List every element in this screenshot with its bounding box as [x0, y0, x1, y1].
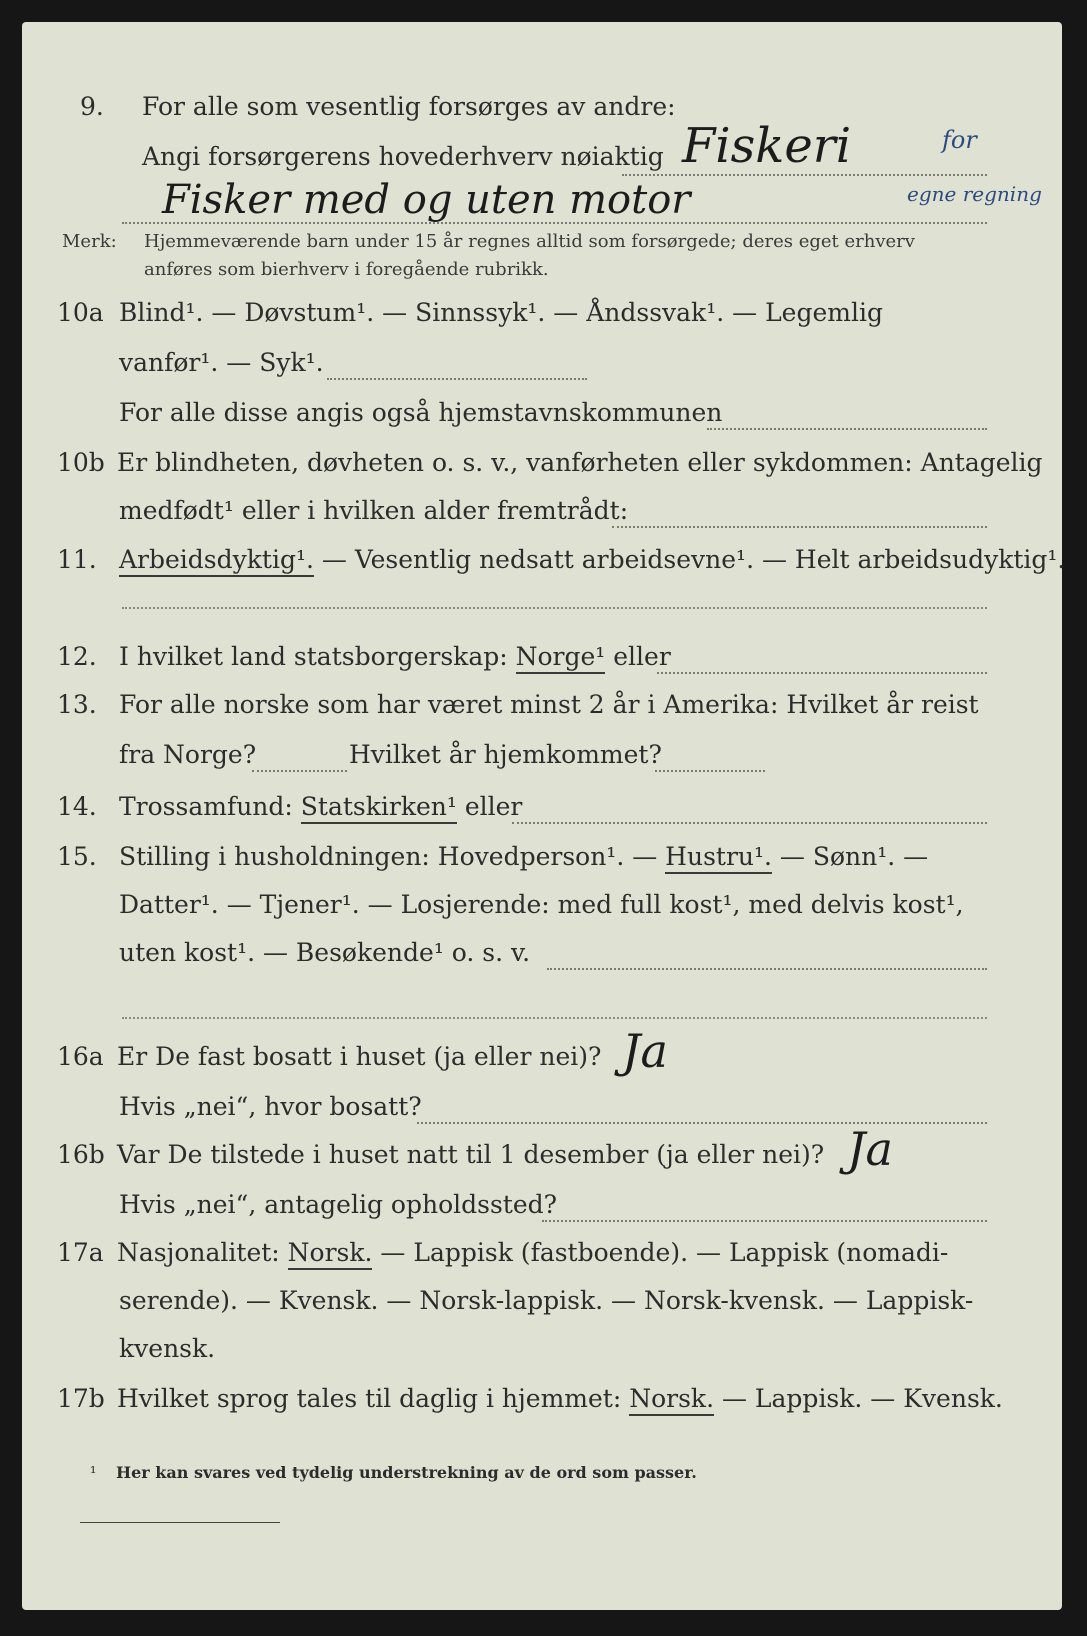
q11-number: 11.	[57, 545, 97, 574]
q16b-text1: Var De tilstede i huset natt til 1 desember (ja eller nei)?	[117, 1140, 825, 1169]
q16a-number: 16a	[57, 1042, 104, 1071]
q15-text1a: Stilling i husholdningen: Hovedperson¹. —	[119, 842, 666, 871]
q14-number: 14.	[57, 792, 97, 821]
q14-answer-line	[512, 822, 987, 824]
q15-text3: uten kost¹. — Besøkende¹ o. s. v.	[119, 938, 531, 967]
q10b-answer-line	[612, 526, 987, 528]
merk-text2: anføres som bierhverv i foregående rubrikk.	[144, 259, 549, 280]
q9-handwritten-side2: egne regning	[907, 182, 1042, 206]
q14-underlined-option: Statskirken¹	[301, 792, 457, 824]
q10a-syk-line	[327, 378, 587, 380]
q16b-answer-line	[542, 1220, 987, 1222]
q17b-text-post: — Lappisk. — Kvensk.	[714, 1384, 1003, 1413]
q12-underlined-option: Norge¹	[516, 642, 606, 674]
q13-text2a: fra Norge?	[119, 740, 257, 769]
q11-underlined-option: Arbeidsdyktig¹.	[119, 545, 314, 577]
q16a-answer-line	[417, 1122, 987, 1124]
q17b-underlined-option: Norsk.	[629, 1384, 714, 1416]
q15-number: 15.	[57, 842, 97, 871]
q10b-text2: medfødt¹ eller i hvilken alder fremtrådt:	[119, 496, 629, 525]
q12-text-post: eller	[605, 642, 671, 671]
q10a-text3: For alle disse angis også hjemstavnskommunen	[119, 398, 723, 427]
q10a-text2: vanfør¹. — Syk¹.	[119, 348, 324, 377]
q9-text1: For alle som vesentlig forsørges av andre:	[142, 92, 676, 121]
q9-handwritten-side: for	[942, 126, 977, 154]
q15-separator	[122, 1017, 987, 1019]
q11-answer-line	[122, 607, 987, 609]
q15-underlined-option: Hustru¹.	[665, 842, 772, 874]
q16a-text2: Hvis „nei“, hvor bosatt?	[119, 1092, 422, 1121]
q11-text: — Vesentlig nedsatt arbeidsevne¹. — Helt arbeidsudyktig¹.	[313, 545, 1066, 574]
merk-text1: Hjemmeværende barn under 15 år regnes alltid som forsørgede; deres eget erhverv	[144, 231, 915, 252]
q17b-text: Hvilket sprog tales til daglig i hjemmet:	[117, 1384, 630, 1413]
q9-number: 9.	[80, 92, 104, 121]
q17a-text2: serende). — Kvensk. — Norsk-lappisk. — Norsk-kvensk. — Lappisk-	[119, 1286, 974, 1315]
q16b-text2: Hvis „nei“, antagelig opholdssted?	[119, 1190, 558, 1219]
footnote-text: Her kan svares ved tydelig understrekning av de ord som passer.	[116, 1463, 697, 1482]
q13-reist-line	[252, 770, 347, 772]
q9-handwritten-answer: Fiskeri	[682, 118, 852, 174]
q14-text-post: eller	[456, 792, 523, 821]
q10a-text1: Blind¹. — Døvstum¹. — Sinnssyk¹. — Åndssvak¹. — Legemlig	[119, 298, 883, 327]
q15-text1b: — Sønn¹. —	[771, 842, 929, 871]
q15-answer-line	[547, 968, 987, 970]
q10b-text1: Er blindheten, døvheten o. s. v., vanførheten eller sykdommen: Antagelig	[117, 448, 1043, 477]
q13-hjemkommet-line	[655, 770, 765, 772]
q10a-kommune-line	[707, 428, 987, 430]
q10a-number: 10a	[57, 298, 104, 327]
q9-handwritten-answer2: Fisker med og uten motor	[162, 177, 691, 223]
q9-answer-line1	[622, 174, 987, 176]
q12-text: I hvilket land statsborgerskap:	[119, 642, 516, 671]
q12-number: 12.	[57, 642, 97, 671]
q17a-text1b: — Lappisk (fastboende). — Lappisk (nomadi-	[372, 1238, 949, 1267]
footnote-mark: ¹	[90, 1463, 97, 1482]
q13-text2b: Hvilket år hjemkommet?	[349, 740, 662, 769]
q17b-number: 17b	[57, 1384, 105, 1413]
q9-text2: Angi forsørgerens hovederhverv nøiaktig	[142, 142, 664, 171]
q17a-text1: Nasjonalitet:	[117, 1238, 288, 1267]
q16b-number: 16b	[57, 1140, 105, 1169]
q16b-handwritten-answer: Ja	[847, 1122, 893, 1176]
q13-number: 13.	[57, 690, 97, 719]
q17a-underlined-option: Norsk.	[288, 1238, 373, 1270]
q16a-handwritten-answer: Ja	[622, 1024, 668, 1078]
q10b-number: 10b	[57, 448, 105, 477]
q13-text1: For alle norske som har været minst 2 år i Amerika: Hvilket år reist	[119, 690, 979, 719]
footnote-rule	[80, 1522, 280, 1523]
q12-answer-line	[657, 672, 987, 674]
q17a-text3: kvensk.	[119, 1334, 216, 1363]
q17a-number: 17a	[57, 1238, 104, 1267]
merk-label: Merk:	[62, 231, 117, 252]
q14-text: Trossamfund:	[119, 792, 301, 821]
q16a-text1: Er De fast bosatt i huset (ja eller nei)?	[117, 1042, 602, 1071]
q15-text2: Datter¹. — Tjener¹. — Losjerende: med full kost¹, med delvis kost¹,	[119, 890, 964, 919]
census-form-page	[22, 22, 1066, 1610]
